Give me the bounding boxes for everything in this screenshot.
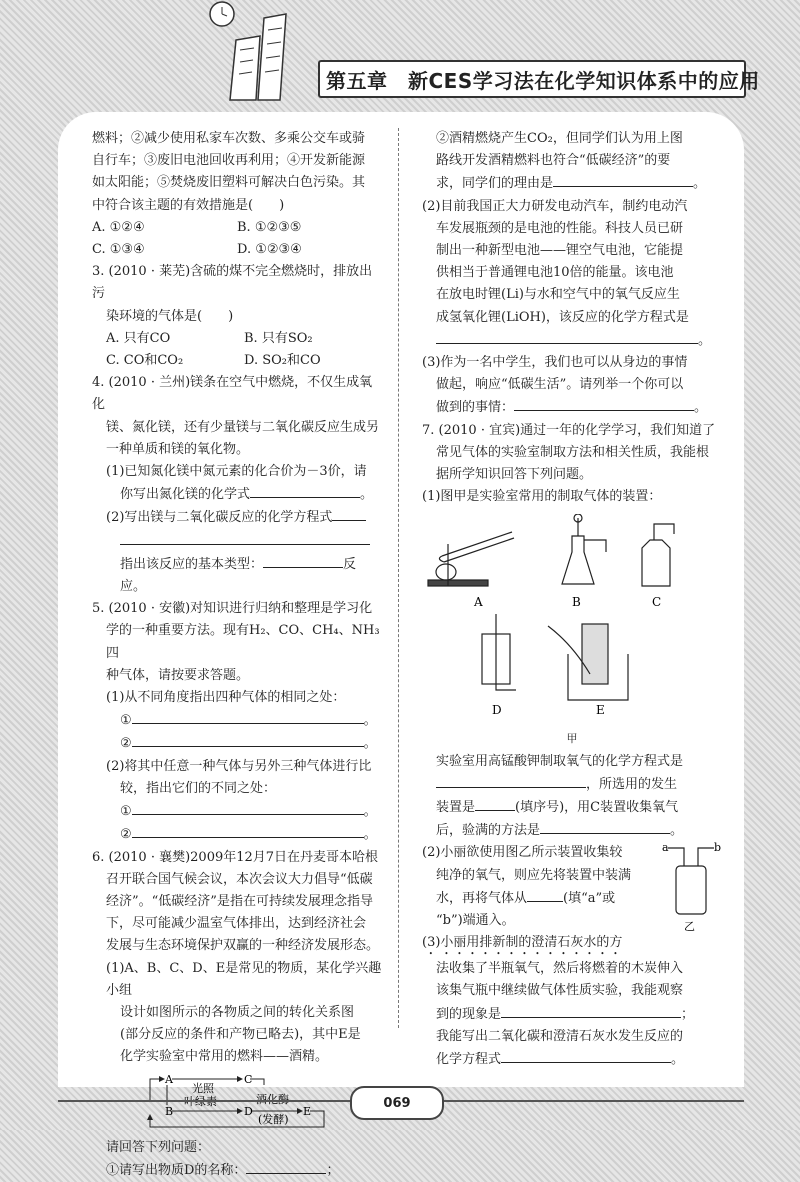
q3-options-row1 — [92, 328, 382, 350]
text: 做到的事情： — [436, 400, 515, 416]
node-a: A — [165, 1072, 173, 1086]
answer-blank[interactable] — [501, 1048, 671, 1063]
text-line: 镁、氮化镁，还有少量镁与二氧化碳反应生成另 — [106, 419, 380, 435]
answer-blank[interactable] — [436, 329, 698, 344]
text-line: 成氢氧化锂(LiOH)，该反应的化学方程式是 — [436, 309, 689, 325]
text-line: (1)已知氮化镁中氮元素的化合价为－3价，请 — [106, 464, 367, 480]
question-6: 6. (2010 · 襄樊)2009年12月7日在丹麦哥本哈根 — [92, 849, 379, 865]
cond-chlorophyll: 叶绿素 — [184, 1094, 217, 1108]
text-line: 经济”。“低碳经济”是指在可持续发展理念指导 — [106, 893, 373, 909]
text-line: 自行车；③废旧电池回收再利用；④开发新能源 — [92, 153, 366, 169]
text-line: 做起，响应“低碳生活”。请列举一个你可以 — [436, 377, 684, 393]
node-b: B — [165, 1104, 174, 1118]
answer-blank[interactable] — [132, 823, 364, 838]
answer-blank[interactable] — [553, 172, 693, 187]
text-line: (3)作为一名中学生，我们也可以从身边的事情 — [422, 355, 688, 371]
question-4: 4. (2010 · 兰州)镁条在空气中燃烧，不仅生成氧化 — [92, 375, 373, 413]
apparatus-figure-jia — [422, 514, 722, 724]
answer-line — [92, 530, 382, 553]
chapter-header — [318, 60, 760, 98]
answer-blank[interactable] — [436, 773, 586, 788]
text-line: 如太阳能；⑤焚烧废旧塑料可解决白色污染。其 — [92, 175, 366, 191]
text: 反应。 — [120, 556, 357, 595]
answer-line: ② 。 — [92, 823, 382, 846]
text: 装置是 — [436, 800, 476, 816]
text-line: 召开联合国气候会议，本次会议大力倡导“低碳 — [106, 871, 373, 887]
text-line: 染环境的气体是( ) — [106, 308, 234, 324]
text-line: 做到的事情： 。 — [422, 396, 722, 419]
text-line: 一种单质和镁的氧化物。 — [106, 441, 250, 457]
option: B. ①②③⑤ — [237, 219, 302, 235]
text-line: 中符合该主题的有效措施是( ) — [92, 197, 285, 213]
option: A. 只有CO — [106, 330, 171, 346]
text: 指出该反应的基本类型： — [120, 556, 264, 572]
text-line: (2)目前我国正大力研发电动汽车，制约电动汽 — [422, 198, 688, 214]
text-line: 种气体，请按要求答题。 — [106, 667, 250, 683]
chapter-title: 第五章 新CES学习法在化学知识体系中的应用 — [326, 68, 760, 93]
answer-line: 。 — [422, 329, 722, 352]
answer-blank[interactable] — [246, 1159, 326, 1174]
node-e: E — [303, 1104, 312, 1118]
text-line: 燃料；②减少使用私家车次数、多乘公交车或骑 — [92, 131, 366, 146]
node-c: C — [244, 1072, 253, 1086]
text-line: 车发展瓶颈的是电池的性能。科技人员已研 — [436, 220, 684, 236]
answer-blank[interactable] — [527, 887, 563, 902]
text-line: 据所学知识回答下列问题。 — [436, 467, 593, 483]
text-line: 路线开发酒精燃料也符合“低碳经济”的要 — [436, 153, 671, 169]
text-line — [422, 773, 722, 796]
text: (填“a”或 — [563, 890, 616, 906]
text-line: 下，尽可能减少温室气体排出，达到经济社会 — [106, 916, 367, 932]
option: D. SO₂和CO — [244, 353, 321, 369]
answer-blank[interactable] — [250, 483, 360, 498]
text-line: 你写出氮化镁的化学式 。 — [92, 483, 382, 506]
answer-line: ① 。 — [92, 709, 382, 732]
option: C. ①③④ — [92, 242, 145, 258]
label-c: C — [652, 595, 662, 610]
text: 求，同学们的理由是 — [436, 176, 554, 192]
text-line: 求，同学们的理由是 。 — [422, 172, 722, 195]
text: 你写出氮化镁的化学式 — [120, 487, 251, 503]
text-line: 后，验满的方法是 。 — [422, 819, 722, 842]
figure-caption-jia: 甲 — [566, 732, 578, 746]
label-e: E — [596, 703, 605, 718]
text-line — [92, 506, 382, 529]
q2-options-row2 — [92, 239, 382, 261]
question-5: 5. (2010 · 安徽)对知识进行归纳和整理是学习化 — [92, 601, 373, 617]
q3-options-row2 — [92, 350, 382, 372]
text-line: 学的一种重要方法。现有H₂、CO、CH₄、NH₃四 — [106, 623, 380, 661]
question-3: 3. (2010 · 莱芜)含硫的煤不完全燃烧时，排放出污 — [92, 264, 373, 302]
text-line: 请回答下列问题： — [106, 1139, 211, 1155]
text: (2)写出镁与二氧化碳反应的化学方程式 — [106, 510, 333, 526]
text-line: 到的现象是 ； — [422, 1003, 722, 1026]
text-line: ①请写出物质D的名称： ； — [92, 1159, 382, 1182]
apparatus-drawing — [422, 514, 722, 724]
text-line: 供相当于普通锂电池10倍的能量。该电池 — [436, 265, 674, 281]
text-line: 常见气体的实验室制取方法和相关性质，我能根 — [436, 444, 710, 460]
option: C. CO和CO₂ — [106, 353, 184, 369]
text-line: 该集气瓶中继续做气体性质实验，我能观察 — [436, 983, 684, 999]
text: 到的现象是 — [436, 1006, 502, 1022]
text-line: 设计如图所示的各物质之间的转化关系图 — [120, 1004, 355, 1020]
text: ①请写出物质D的名称： — [106, 1162, 247, 1178]
text-line: 我能写出二氧化碳和澄清石灰水发生反应的 — [436, 1028, 684, 1044]
option: A. ①②④ — [92, 219, 145, 235]
answer-blank[interactable] — [263, 553, 343, 568]
text: 后，验满的方法是 — [436, 823, 541, 839]
cond-light: 光照 — [192, 1081, 214, 1095]
circle-num: ① — [120, 713, 132, 729]
circle-num: ① — [120, 804, 132, 820]
node-d: D — [244, 1104, 253, 1118]
answer-line: ② 。 — [92, 732, 382, 755]
answer-blank[interactable] — [120, 530, 370, 545]
text-line: 在放电时锂(Li)与水和空气中的氧气反应生 — [436, 287, 680, 303]
answer-blank[interactable] — [514, 396, 694, 411]
circle-num: ② — [120, 827, 132, 843]
label-yi: 乙 — [684, 920, 695, 933]
text-line — [92, 553, 382, 598]
text-line: “b”)端通入。 — [436, 913, 515, 929]
q7-part2 — [422, 842, 722, 932]
column-divider — [398, 128, 399, 1028]
cond-ferment: (发酵) — [258, 1112, 289, 1126]
text-line: (3)小丽用排新制的澄清石灰水的方 — [422, 935, 623, 951]
text-line: 发展与生态环境保护双赢的一种经济发展形态。 — [106, 938, 380, 954]
clock-building-illustration — [200, 0, 310, 110]
text-line: (部分反应的条件和产物已略去)，其中E是 — [120, 1027, 361, 1043]
text-line: (1)A、B、C、D、E是常见的物质，某化学兴趣小组 — [106, 960, 382, 998]
option: B. 只有SO₂ — [244, 330, 313, 346]
text-line: 化学方程式 。 — [422, 1048, 722, 1071]
text-line: (2)小丽欲使用图乙所示装置收集较 — [422, 845, 623, 861]
cond-enzyme: 酒化酶 — [256, 1092, 289, 1106]
port-b: b — [714, 842, 722, 855]
text: 水，再将气体从 — [436, 890, 528, 906]
answer-blank[interactable] — [332, 506, 366, 521]
answer-blank[interactable] — [501, 1003, 681, 1018]
page-number: 069 — [383, 1095, 411, 1111]
text-line: (1)从不同角度指出四种气体的相同之处： — [106, 690, 346, 706]
text-line: 纯净的氧气，则应先将装置中装满 — [436, 867, 632, 883]
right-column — [422, 128, 722, 1071]
text-line: ②酒精燃烧产生CO₂，但同学们认为用上图 — [436, 131, 683, 146]
text-line: 实验室用高锰酸钾制取氧气的化学方程式是 — [436, 753, 684, 769]
text-line: 化学实验室中常用的燃料——酒精。 — [120, 1049, 329, 1065]
text: ，所选用的发生 — [586, 776, 678, 792]
text-line: (2)将其中任意一种气体与另外三种气体进行比 — [106, 758, 372, 774]
text-line: 法收集了半瓶氧气，然后将燃着的木炭伸入 — [436, 961, 684, 977]
page-number-badge — [350, 1086, 444, 1120]
answer-blank[interactable] — [132, 800, 364, 815]
answer-blank[interactable] — [540, 819, 670, 834]
answer-blank[interactable] — [475, 796, 515, 811]
text: 化学方程式 — [436, 1052, 502, 1068]
left-column — [92, 128, 382, 1182]
text-line: 制出一种新型电池——锂空气电池，它能提 — [436, 243, 684, 259]
label-b: B — [572, 595, 581, 610]
text-line: (1)图甲是实验室常用的制取气体的装置： — [422, 489, 662, 505]
text: (填序号)，用C装置收集氧气 — [515, 800, 679, 816]
text-line — [422, 796, 722, 819]
answer-blank[interactable] — [132, 732, 364, 747]
answer-line: ① 。 — [92, 800, 382, 823]
apparatus-yi — [662, 842, 722, 932]
label-a: A — [474, 595, 483, 610]
label-d: D — [492, 703, 502, 718]
q2-options-row1 — [92, 217, 382, 239]
question-7: 7. (2010 · 宜宾)通过一年的化学学习，我们知道了 — [422, 422, 716, 438]
answer-blank[interactable] — [132, 709, 364, 724]
port-a: a — [662, 842, 669, 855]
circle-num: ② — [120, 736, 132, 752]
text-line: 较，指出它们的不同之处： — [120, 780, 277, 796]
option: D. ①②③④ — [237, 242, 302, 258]
